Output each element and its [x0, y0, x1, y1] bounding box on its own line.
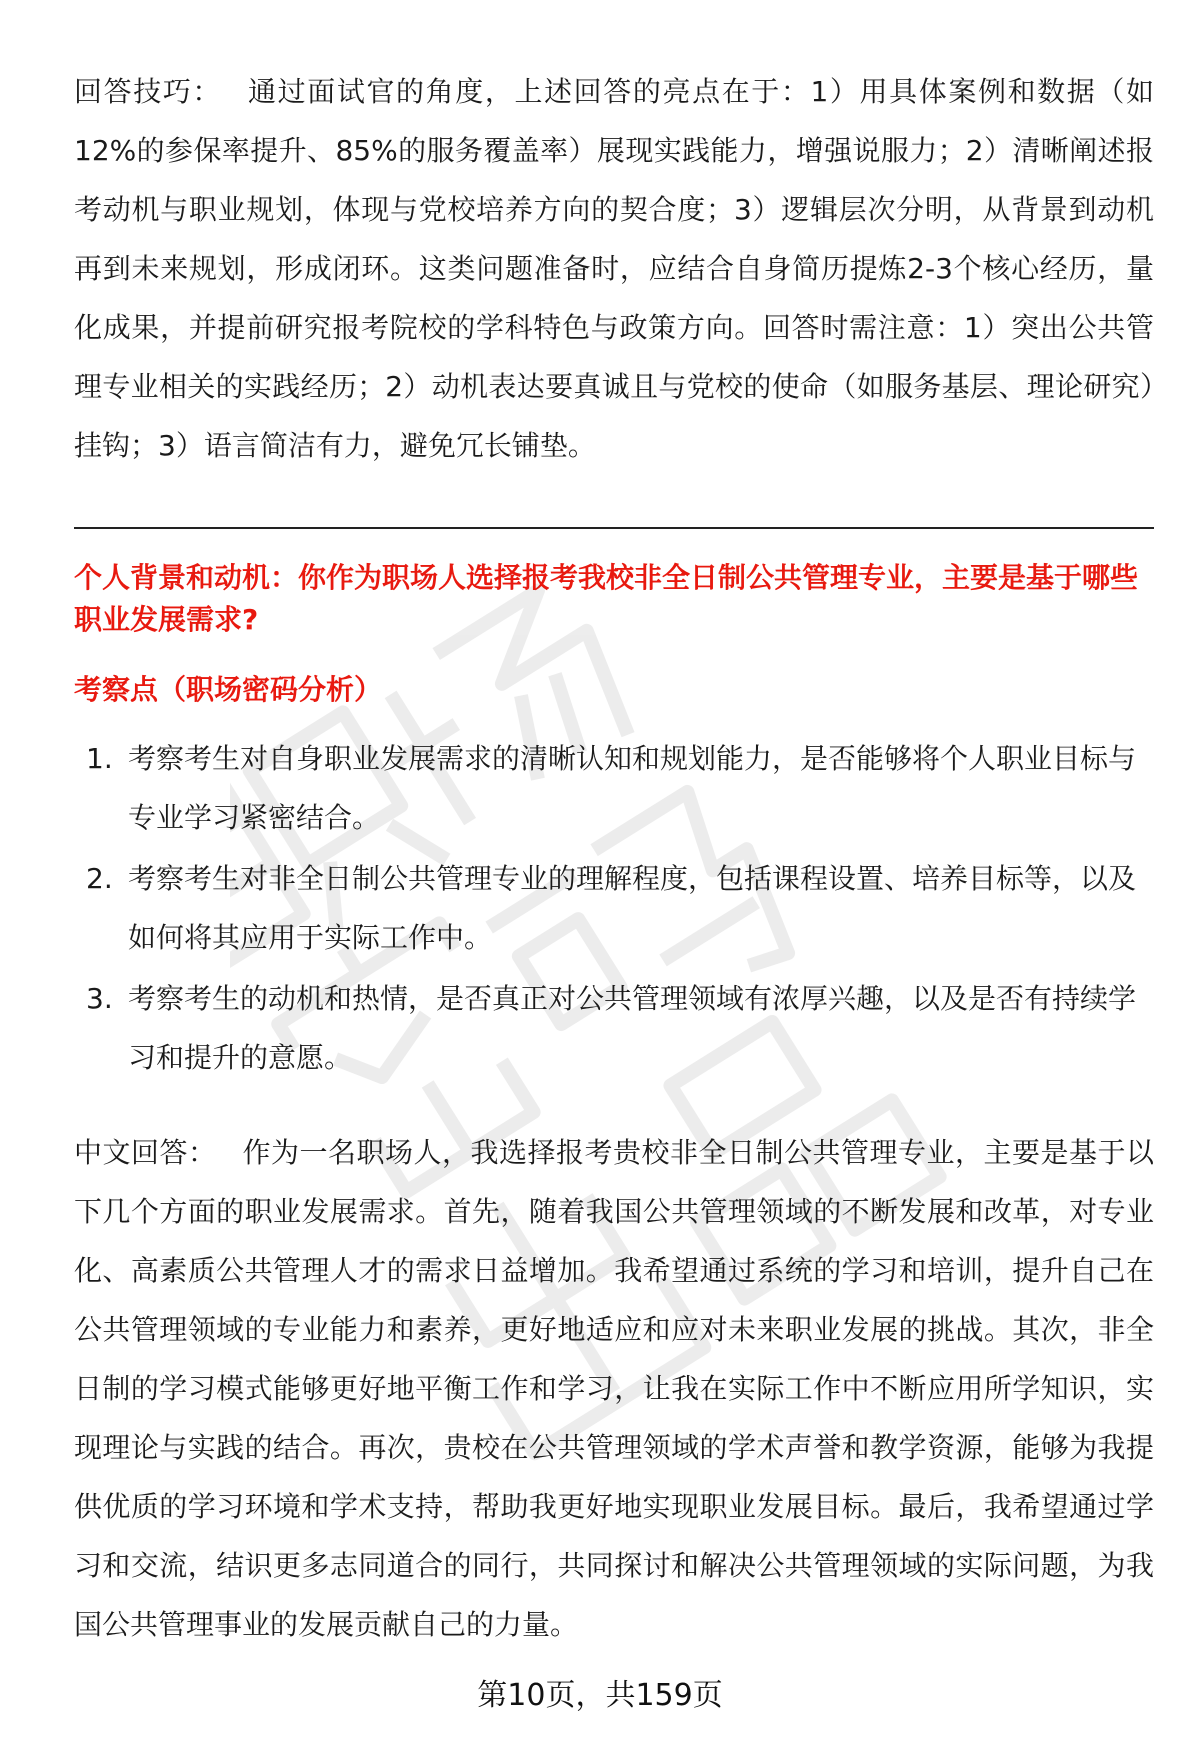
- focus-list: [74, 729, 1154, 1087]
- focus-item-number: 1.: [86, 742, 113, 775]
- chinese-answer-paragraph: [74, 1123, 1154, 1654]
- focus-item-text: 考察考生对非全日制公共管理专业的理解程度，包括课程设置、培养目标等，以及如何将其应用于实际工作中。: [128, 862, 1137, 954]
- focus-item: [74, 849, 1154, 967]
- focus-heading: 考察点（职场密码分析）: [74, 673, 383, 706]
- focus-item-number: 2.: [86, 862, 113, 895]
- answer-tip-paragraph: [74, 62, 1154, 475]
- answer-tip-label: 回答技巧：: [74, 75, 223, 108]
- focus-item: [74, 969, 1154, 1087]
- focus-item-text: 考察考生对自身职业发展需求的清晰认知和规划能力，是否能够将个人职业目标与专业学习紧密结合。: [128, 742, 1137, 834]
- chinese-answer-text: 作为一名职场人，我选择报考贵校非全日制公共管理专业，主要是基于以下几个方面的职业发展需求。首先，随着我国公共管理领域的不断发展和改革，对专业化、高素质公共管理人才的需求日益增加。我希望通过系统的学习和培训，提升自己在公共管理领域的专业能力和素养，更好地适应和应对未来职业发展的挑战。其次，非全日制的学习模式能够更好地平衡工作和学习，让我在实际工作中不断应用所学知识，实现理论与实践的结合。再次，贵校在公共管理领域的学术声誉和教学资源，能够为我提供优质的学习环境和学术支持，帮助我更好地实现职业发展目标。最后，我希望通过学习和交流，结识更多志同道合的同行，共同探讨和解决公共管理领域的实际问题，为我国公共管理事业的发展贡献自己的力量。: [74, 1136, 1154, 1641]
- focus-item-text: 考察考生的动机和热情，是否真正对公共管理领域有浓厚兴趣，以及是否有持续学习和提升的意愿。: [128, 982, 1137, 1074]
- focus-item-number: 3.: [86, 982, 113, 1015]
- page-number-footer: 第10页，共159页: [477, 1678, 723, 1713]
- document-page: [74, 62, 1154, 1654]
- section-divider: [74, 527, 1154, 529]
- focus-item: [74, 729, 1154, 847]
- chinese-answer-label: 中文回答：: [74, 1136, 217, 1169]
- question-heading: 个人背景和动机：你作为职场人选择报考我校非全日制公共管理专业，主要是基于哪些职业发展需求?: [74, 561, 1139, 636]
- answer-tip-text: 通过面试官的角度，上述回答的亮点在于：1）用具体案例和数据（如12%的参保率提升、85%的服务覆盖率）展现实践能力，增强说服力；2）清晰阐述报考动机与职业规划，体现与党校培养方向的契合度；3）逻辑层次分明，从背景到动机再到未来规划，形成闭环。这类问题准备时，应结合自身简历提炼2-3个核心经历，量化成果，并提前研究报考院校的学科特色与政策方向。回答时需注意：1）突出公共管理专业相关的实践经历；2）动机表达要真诚且与党校的使命（如服务基层、理论研究）挂钩；3）语言简洁有力，避免冗长铺垫。: [74, 75, 1154, 462]
